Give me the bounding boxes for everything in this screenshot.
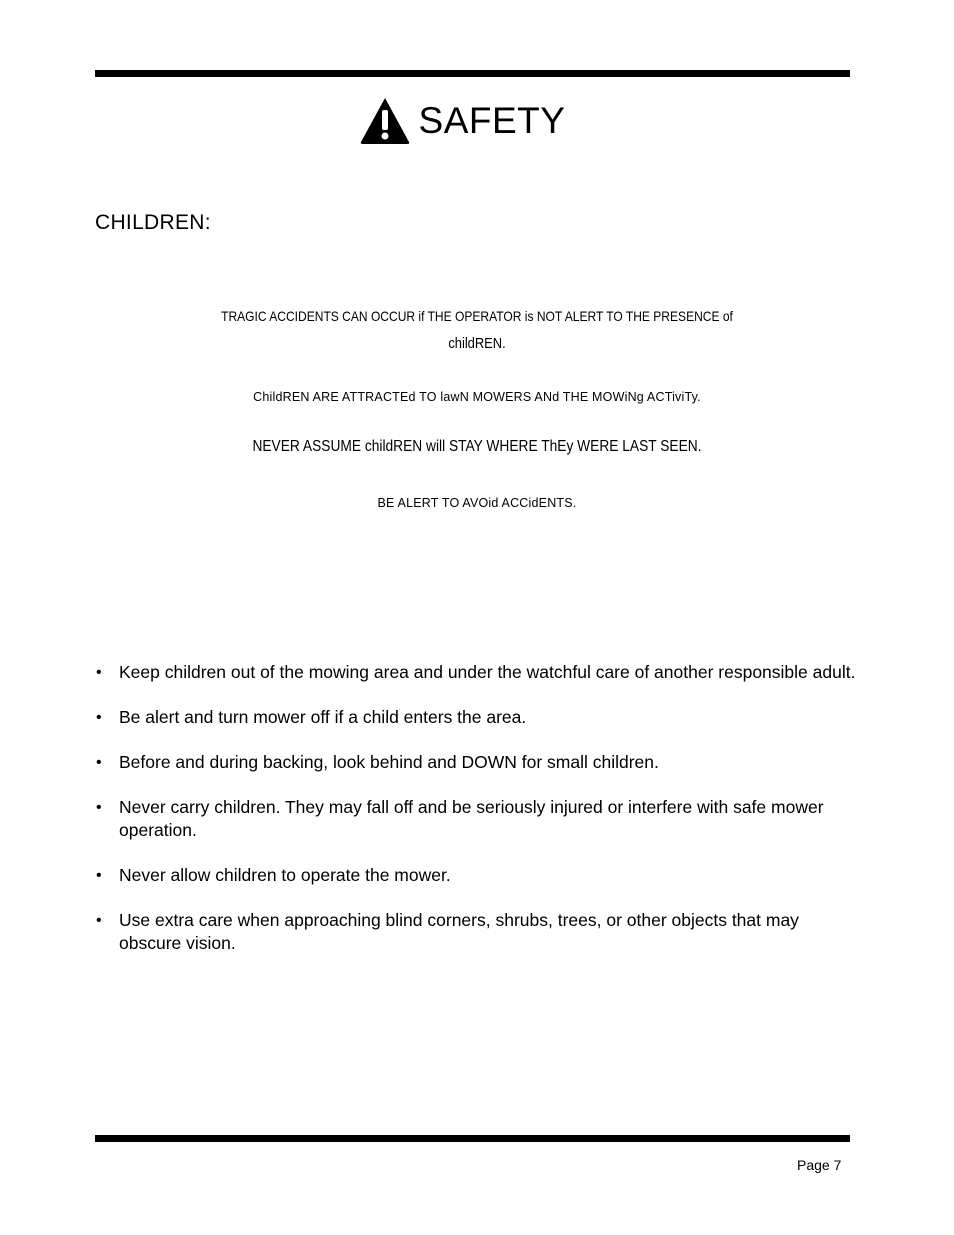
bullet-icon: •: [96, 754, 102, 771]
page-number: Page 7: [797, 1157, 842, 1173]
list-item: [96, 751, 856, 774]
warning-line-1: TRAGIC ACCIDENTS CAN OCCUR if THE OPERATOR is NOT ALERT TO THE PRESENCE of: [221, 308, 733, 324]
list-item: [96, 909, 856, 955]
top-rule: [95, 70, 850, 77]
bullet-icon: •: [96, 912, 102, 929]
bullet-icon: •: [96, 867, 102, 884]
list-item: [96, 864, 856, 887]
bullet-icon: •: [96, 799, 102, 816]
safety-bullet-list: [96, 661, 856, 977]
list-item-text: Before and during backing, look behind and DOWN for small children.: [119, 752, 659, 772]
list-item: [96, 661, 856, 684]
list-item-text: Never carry children. They may fall off and be seriously injured or interfere with safe mower operation.: [119, 797, 824, 840]
list-item-text: Keep children out of the mowing area and under the watchful care of another responsible adult.: [119, 662, 856, 682]
list-item-text: Use extra care when approaching blind corners, shrubs, trees, or other objects that may obscure vision.: [119, 910, 799, 953]
warning-line-3: ChildREN ARE ATTRACTEd TO lawN MOWERS ANd THE MOWiNg ACTiviTy.: [253, 390, 701, 404]
bullet-icon: •: [96, 664, 102, 681]
list-item-text: Never allow children to operate the mower.: [119, 865, 451, 885]
list-item: [96, 706, 856, 729]
page-title: SAFETY: [418, 100, 566, 141]
section-heading: CHILDREN:: [95, 211, 211, 234]
warning-triangle-icon: [359, 96, 411, 146]
bullet-icon: •: [96, 709, 102, 726]
warning-line-5: BE ALERT TO AVOid ACCidENTS.: [377, 496, 577, 510]
list-item: [96, 796, 856, 842]
warning-line-4: NEVER ASSUME childREN will STAY WHERE ThEy WERE LAST SEEN.: [252, 438, 702, 455]
page-header: [0, 96, 954, 146]
list-item-text: Be alert and turn mower off if a child enters the area.: [119, 707, 527, 727]
warning-line-2: childREN.: [448, 335, 506, 352]
bottom-rule: [95, 1135, 850, 1142]
